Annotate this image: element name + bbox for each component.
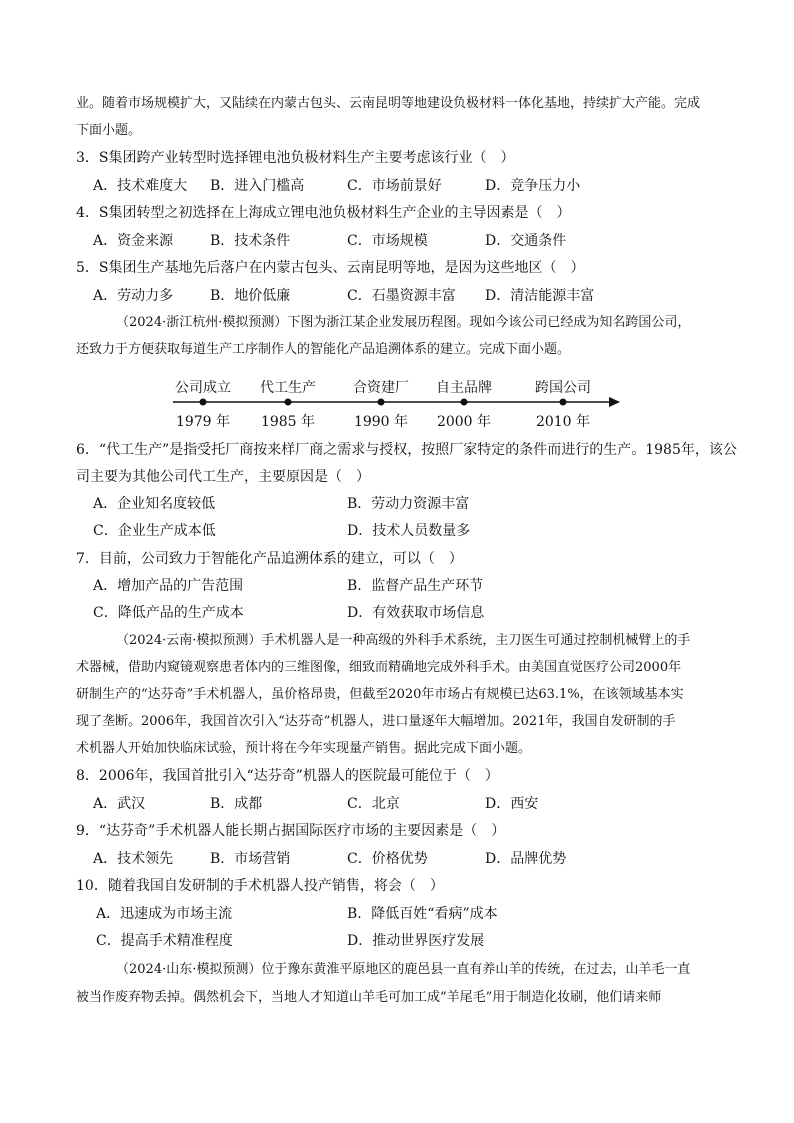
passage-3-line-4: 现了垄断。2006年，我国首次引入“达芬奇”机器人，进口量逐年大幅增加。2021年，我国自发研制的手: [76, 714, 676, 729]
timeline-event-dot: [461, 399, 468, 406]
question-10-option-d[interactable]: D．推动世界医疗发展: [347, 933, 485, 949]
question-6-option-d[interactable]: D．技术人员数量多: [347, 523, 471, 539]
company-timeline-diagram: [0, 370, 794, 432]
question-3-stem: 3．S集团跨产业转型时选择锂电池负极材料生产主要考虑该行业（ ）: [76, 150, 515, 166]
question-10-option-c[interactable]: C．提高手术精准程度: [96, 933, 233, 949]
passage-4-line-2: 被当作废弃物丢掉。偶然机会下，当地人才知道山羊毛可加工成“羊尾毛”用于制造化妆刷，他们请来师: [76, 990, 662, 1005]
question-6-option-b[interactable]: B．劳动力资源丰富: [347, 496, 470, 512]
question-9-stem: 9．“达芬奇”手术机器人能长期占据国际医疗市场的主要因素是（ ）: [76, 823, 506, 839]
timeline-event-label: 合资建厂: [353, 380, 409, 396]
timeline-event-dot: [200, 399, 207, 406]
timeline-event-year: 1979 年: [175, 414, 231, 430]
intro-line-2: 下面小题。: [76, 123, 142, 138]
timeline-event-year: 2000 年: [436, 414, 492, 430]
question-7-option-c[interactable]: C．降低产品的生产成本: [93, 605, 244, 621]
timeline-event-year: 1985 年: [260, 414, 316, 430]
timeline-event-year: 1990 年: [353, 414, 409, 430]
passage-4-line-1: （2024·山东·模拟预测）位于豫东黄淮平原地区的鹿邑县一直有养山羊的传统，在过去，山羊毛一直: [116, 962, 691, 977]
passage-3-line-1: （2024·云南·模拟预测）手术机器人是一种高级的外科手术系统，主刀医生可通过控制机械臂上的手: [116, 633, 691, 648]
question-3-option-d[interactable]: D．竞争压力小: [485, 178, 581, 194]
passage-2-line-2: 还致力于方便获取每道生产工序制作人的智能化产品追溯体系的建立。完成下面小题。: [76, 342, 571, 357]
question-7-option-b[interactable]: B．监督产品生产环节: [347, 578, 484, 594]
question-8-option-b[interactable]: B．成都: [210, 796, 263, 812]
question-6-stem-line-1: 6．“代工生产”是指受托厂商按来样厂商之需求与授权，按照厂家特定的条件而进行的生产。1985年，该公: [76, 442, 737, 458]
question-8-option-a[interactable]: A．武汉: [93, 796, 146, 812]
timeline-event-dot: [285, 399, 292, 406]
question-4-stem: 4．S集团转型之初选择在上海成立锂电池负极材料生产企业的主导因素是（ ）: [76, 205, 571, 221]
timeline-event-label: 代工生产: [260, 380, 316, 396]
question-5-option-c[interactable]: C．石墨资源丰富: [347, 288, 456, 304]
passage-3-line-2: 术器械，借助内窥镜观察患者体内的三维图像，细致而精确地完成外科手术。由美国直觉医疗公司2000年: [76, 660, 682, 675]
question-9-option-a[interactable]: A．技术领先: [93, 851, 174, 867]
question-7-option-a[interactable]: A．增加产品的广告范围: [93, 578, 244, 594]
question-6-option-a[interactable]: A．企业知名度较低: [93, 496, 216, 512]
timeline-event-year: 2010 年: [535, 414, 591, 430]
timeline-event-label: 跨国公司: [535, 380, 591, 396]
question-9-option-b[interactable]: B．市场营销: [210, 851, 291, 867]
intro-line-1: 业。随着市场规模扩大，又陆续在内蒙古包头、云南昆明等地建设负极材料一体化基地，持续扩大产能。完成: [76, 96, 701, 111]
passage-3-line-3: 研制生产的“达芬奇”手术机器人，虽价格昂贵，但截至2020年市场占有规模已达63.1%，在该领域基本实: [76, 687, 684, 702]
passage-2-line-1: （2024·浙江杭州·模拟预测）下图为浙江某企业发展历程图。现如今该公司已经成为知名跨国公司，: [116, 315, 691, 330]
timeline-arrowhead: [609, 397, 620, 407]
question-9-option-d[interactable]: D．品牌优势: [485, 851, 567, 867]
question-10-option-a[interactable]: A．迅速成为市场主流: [96, 906, 233, 922]
timeline-event-label: 自主品牌: [436, 380, 492, 396]
timeline-event-dot: [560, 399, 567, 406]
question-4-option-d[interactable]: D．交通条件: [485, 233, 567, 249]
question-8-option-c[interactable]: C．北京: [347, 796, 400, 812]
question-6-stem-line-2: 司主要为其他公司代工生产，主要原因是（ ）: [76, 469, 370, 485]
question-3-option-b[interactable]: B．进入门槛高: [210, 178, 305, 194]
question-7-option-d[interactable]: D．有效获取市场信息: [347, 605, 485, 621]
question-8-option-d[interactable]: D．西安: [485, 796, 539, 812]
question-10-option-b[interactable]: B．降低百姓“看病”成本: [347, 906, 498, 922]
question-4-option-c[interactable]: C．市场规模: [347, 233, 428, 249]
question-5-stem: 5．S集团生产基地先后落户在内蒙古包头、云南昆明等地，是因为这些地区（ ）: [76, 260, 585, 276]
question-3-option-c[interactable]: C．市场前景好: [347, 178, 442, 194]
question-4-option-b[interactable]: B．技术条件: [210, 233, 291, 249]
question-10-stem: 10．随着我国自发研制的手术机器人投产销售，将会（ ）: [76, 878, 444, 894]
question-8-stem: 8．2006年，我国首批引入“达芬奇”机器人的医院最可能位于（ ）: [76, 768, 499, 784]
question-9-option-c[interactable]: C．价格优势: [347, 851, 428, 867]
question-4-option-a[interactable]: A．资金来源: [93, 233, 174, 249]
question-5-option-a[interactable]: A．劳动力多: [93, 288, 174, 304]
question-5-option-b[interactable]: B．地价低廉: [210, 288, 291, 304]
timeline-event-dot: [378, 399, 385, 406]
question-3-option-a[interactable]: A．技术难度大: [93, 178, 188, 194]
question-6-option-c[interactable]: C．企业生产成本低: [93, 523, 216, 539]
question-5-option-d[interactable]: D．清洁能源丰富: [485, 288, 595, 304]
timeline-event-label: 公司成立: [175, 380, 231, 396]
question-7-stem: 7．目前，公司致力于智能化产品追溯体系的建立，可以（ ）: [76, 551, 463, 567]
passage-3-line-5: 术机器人开始加快临床试验，预计将在今年实现量产销售。据此完成下面小题。: [76, 741, 532, 756]
